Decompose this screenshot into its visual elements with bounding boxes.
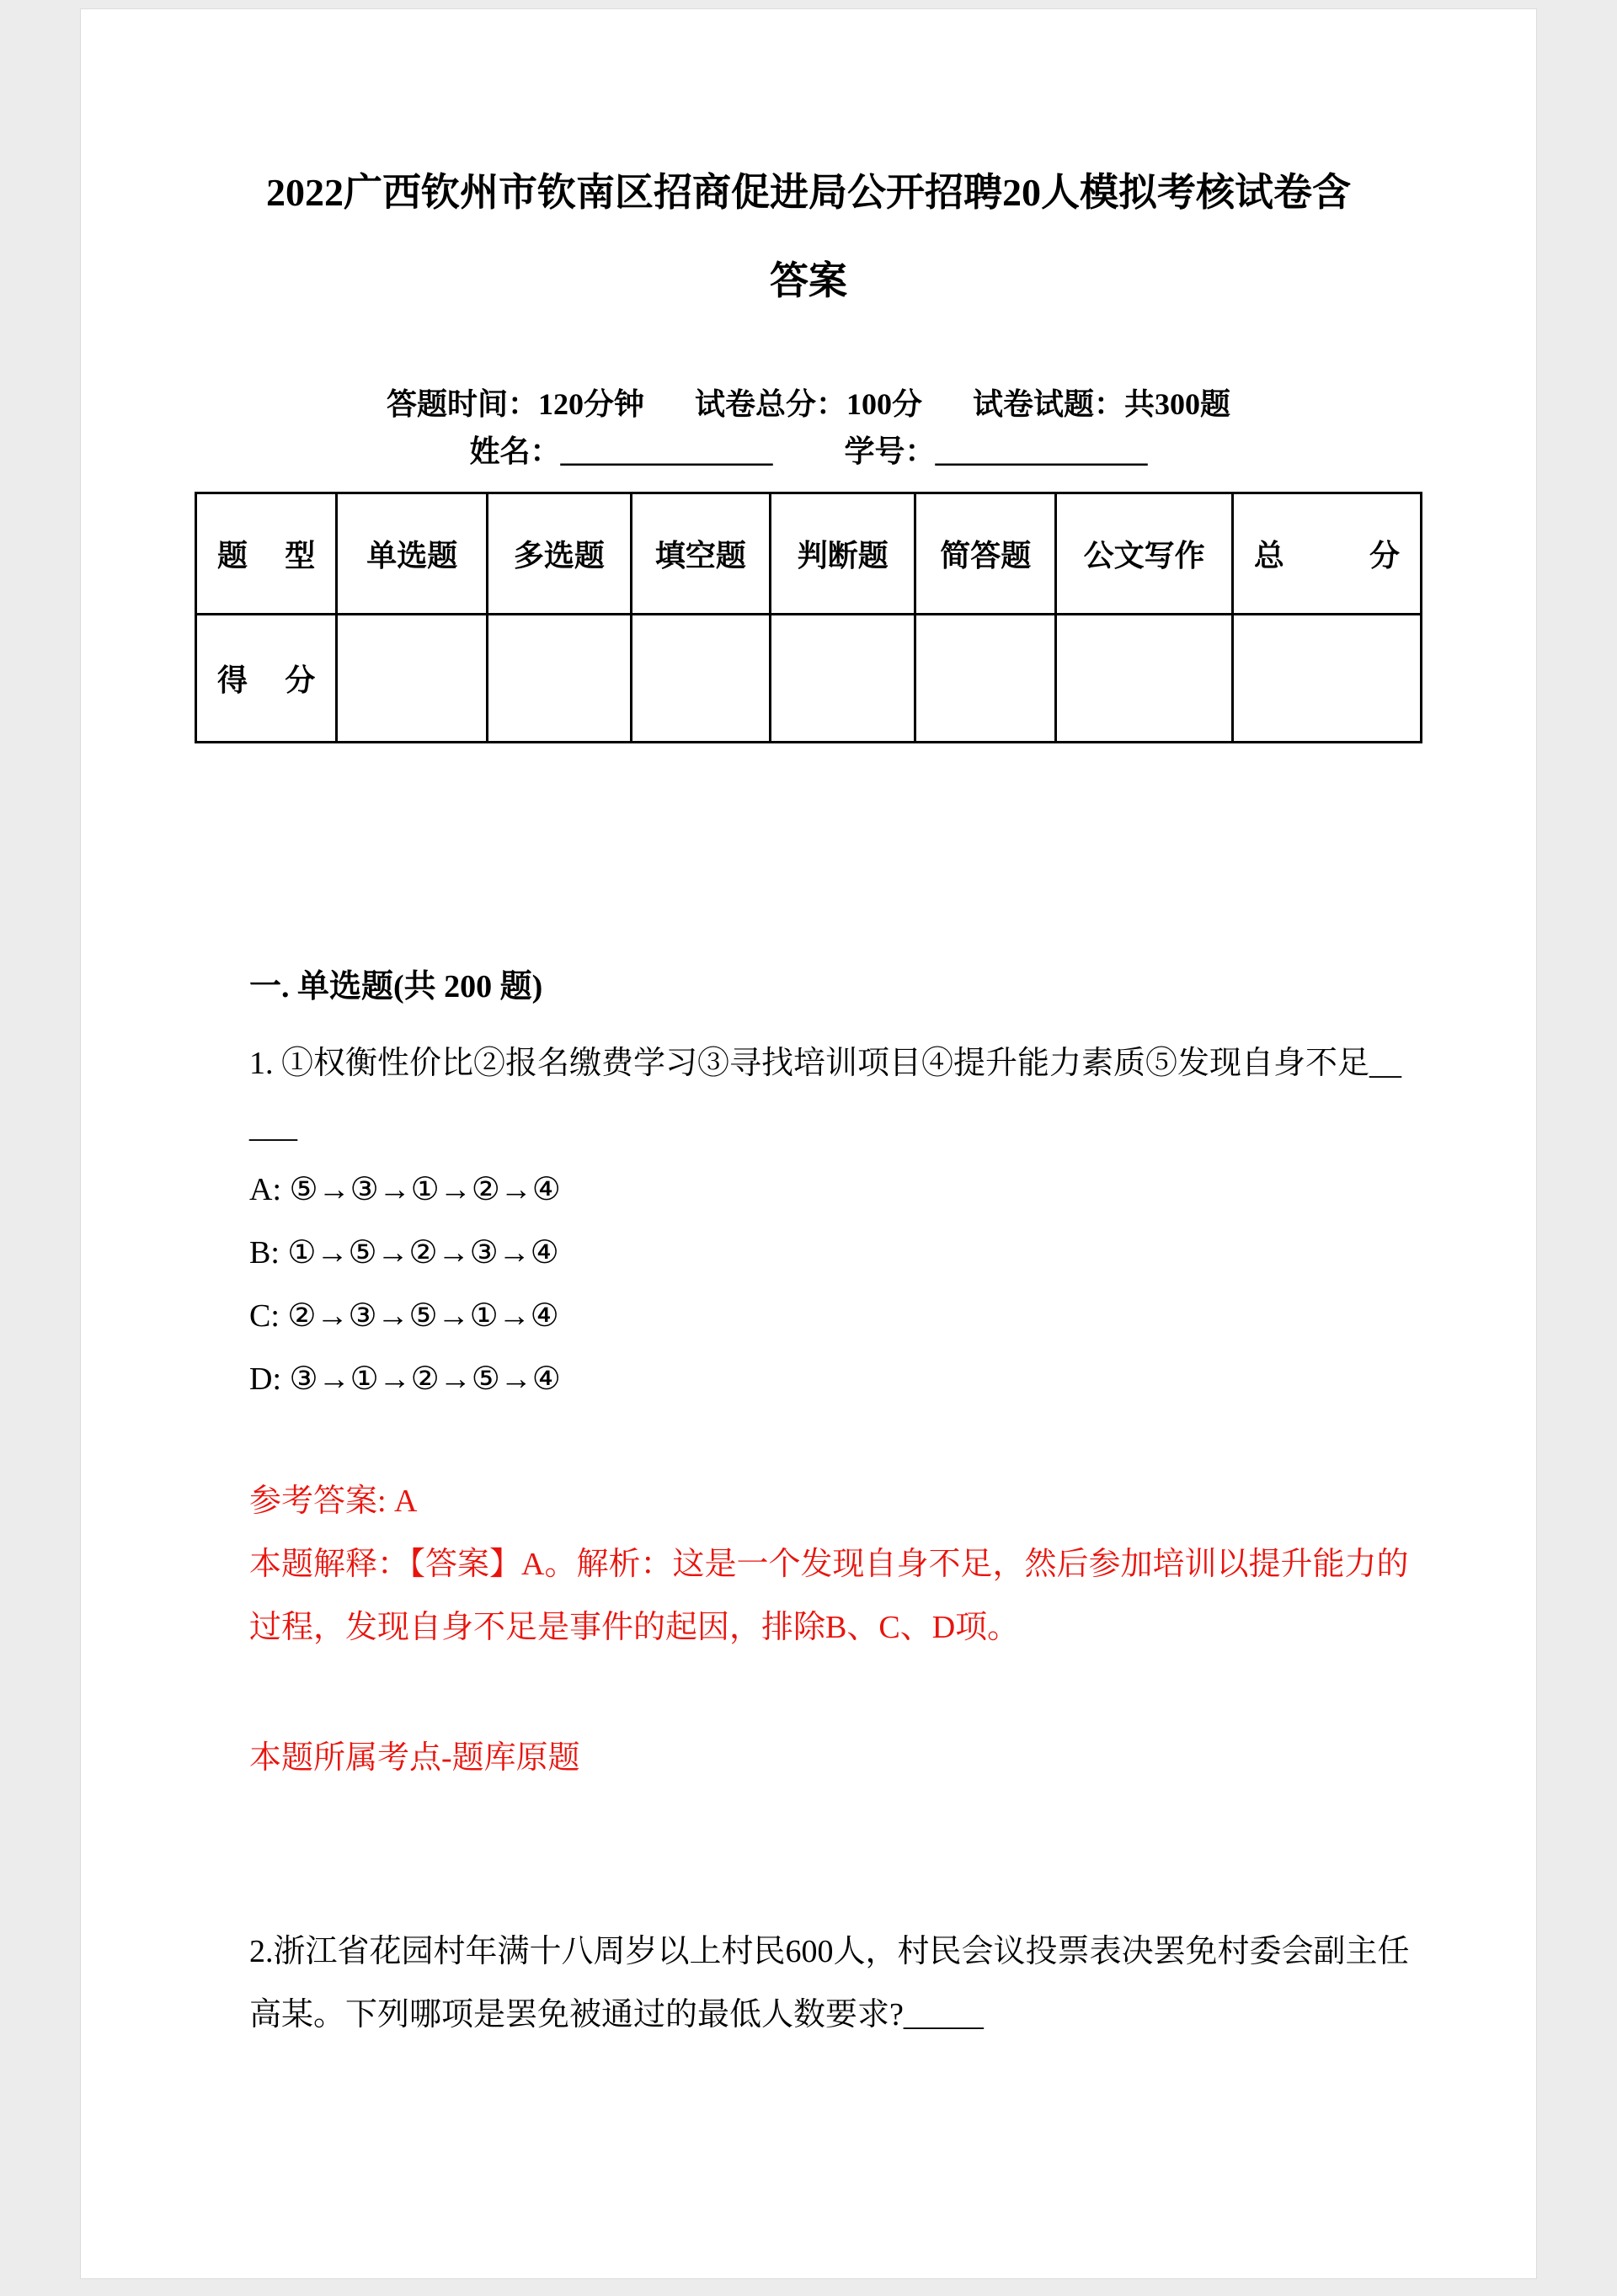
score-cell: [771, 615, 915, 743]
score-cell: [488, 615, 631, 743]
score-cell: [631, 615, 771, 743]
candidate-fields-row: [81, 429, 1536, 473]
question-1-option-c: C: ②→③→⑤→①→④: [249, 1298, 559, 1334]
document-title-line-2: 答案: [770, 259, 847, 302]
score-cell: [915, 615, 1056, 743]
header-cell-fill-blank: 填空题: [631, 493, 771, 615]
document-canvas: [0, 8, 1617, 2296]
score-cell: [1232, 615, 1421, 743]
header-cell-single-choice: 单选题: [337, 493, 488, 615]
header-cell-true-false: 判断题: [771, 493, 915, 615]
document-page: [80, 8, 1537, 2279]
header-cell-total-score: 总 分: [1232, 493, 1421, 615]
score-table: [195, 492, 1422, 743]
question-2-text: 2.浙江省花园村年满十八周岁以上村民600人，村民会议投票表决罢免村委会副主任高某。下列哪项是罢免被通过的最低人数要求?_____: [249, 1934, 1410, 2032]
question-1-explanation: 本题解释：【答案】A。解析：这是一个发现自身不足，然后参加培训以提升能力的过程，发现自身不足是事件的起因，排除B、C、D项。: [249, 1547, 1409, 1645]
score-row: [196, 615, 1422, 743]
question-1-option-a: A: ⑤→③→①→②→④: [249, 1172, 561, 1207]
question-2: [249, 1920, 1410, 2047]
score-cell: [1056, 615, 1233, 743]
question-1-topic: 本题所属考点-题库原题: [249, 1740, 580, 1776]
header-cell-multi-choice: 多选题: [488, 493, 631, 615]
meta-total-score: 试卷总分：100分: [694, 387, 922, 421]
student-id-field: 学号：______________: [844, 434, 1148, 468]
question-1: [249, 1032, 1410, 1790]
question-1-reference-answer: 参考答案: A: [249, 1484, 418, 1519]
document-body: [249, 956, 1410, 2047]
meta-question-count: 试卷试题：共300题: [973, 387, 1231, 421]
score-row-label: 得 分: [196, 615, 337, 743]
score-table-header-row: [196, 493, 1422, 615]
meta-answer-time: 答题时间：120分钟: [386, 387, 644, 421]
score-cell: [337, 615, 488, 743]
header-cell-official-writing: 公文写作: [1056, 493, 1233, 615]
question-1-text: 1. ①权衡性价比②报名缴费学习③寻找培训项目④提升能力素质⑤发现自身不足_____: [249, 1046, 1402, 1144]
question-1-option-d: D: ③→①→②→⑤→④: [249, 1361, 561, 1397]
document-title: [81, 148, 1536, 325]
header-cell-short-answer: 简答题: [915, 493, 1056, 615]
name-field: 姓名：______________: [469, 434, 773, 468]
header-cell-question-type: 题 型: [196, 493, 337, 615]
exam-meta-row: [81, 382, 1536, 426]
question-1-option-b: B: ①→⑤→②→③→④: [249, 1235, 559, 1271]
section-heading: 一. 单选题(共 200 题): [249, 969, 543, 1004]
document-title-line-1: 2022广西钦州市钦南区招商促进局公开招聘20人模拟考核试卷含: [266, 171, 1351, 214]
